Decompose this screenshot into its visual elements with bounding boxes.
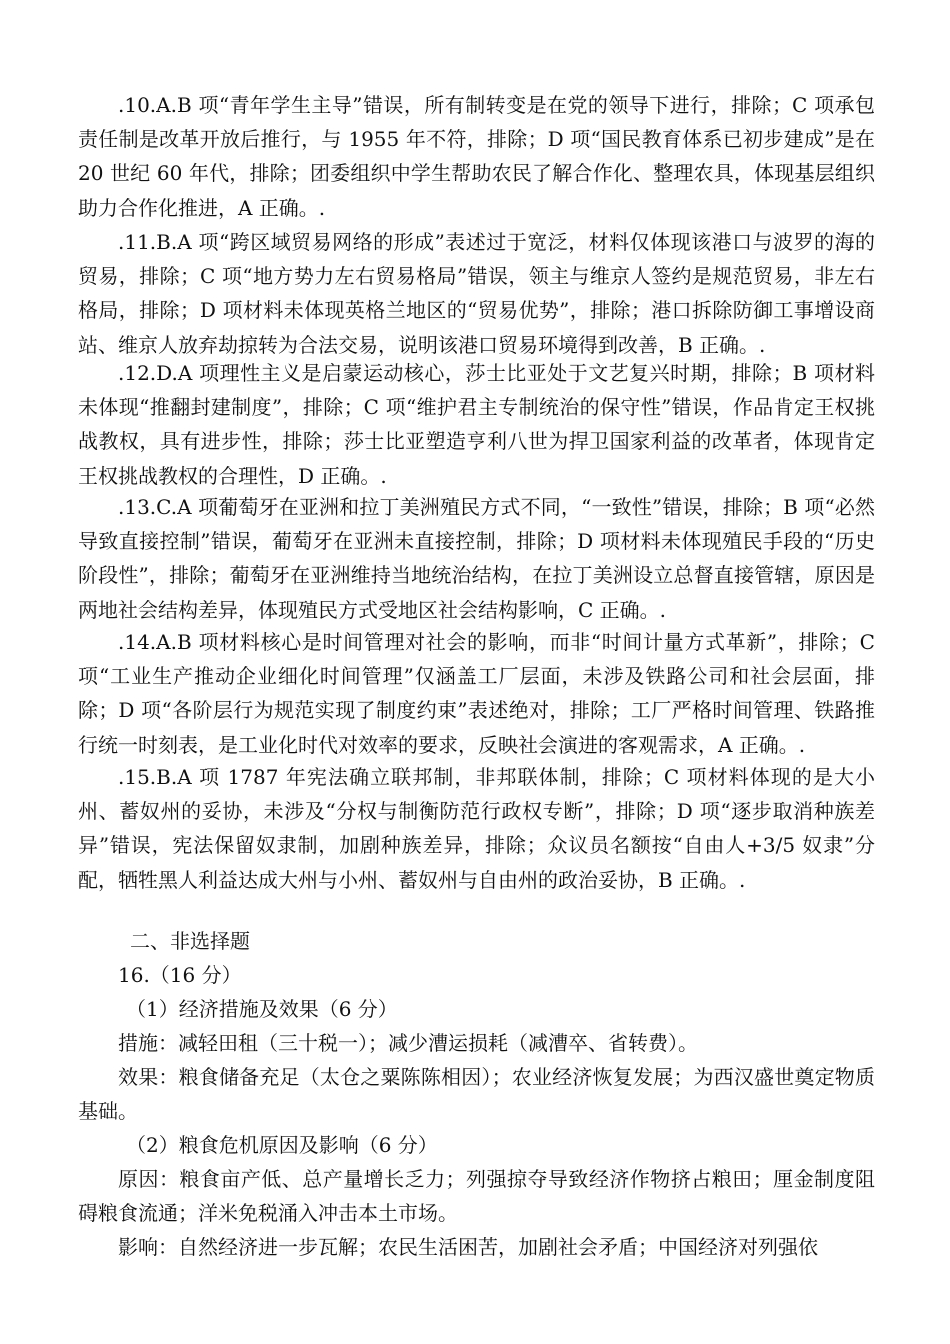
part2-impact: 影响：自然经济进一步瓦解；农民生活困苦，加剧社会矛盾；中国经济对列强依 bbox=[118, 1235, 818, 1259]
part2-title: （2）粮食危机原因及影响（6 分） bbox=[126, 1133, 438, 1157]
answer-10: .10.A.B 项“青年学生主导”错误，所有制转变是在党的领导下进行，排除；C 项承包责任制是改革开放后推行，与 1955 年不符，排除；D 项“国民教育体系已初步建成”是在 20 世纪 60 年代，排除；团委组织中学生帮助农民了解合作化、整理农具，体现基层组织助力合作化推进，A 正确。. bbox=[78, 93, 875, 220]
part2-causes: 原因：粮食亩产低、总产量增长乏力；列强掠夺导致经济作物挤占粮田；厘金制度阻碍粮食流通；洋米免税涌入冲击本土市场。 bbox=[78, 1167, 875, 1226]
section-heading: 二、非选择题 bbox=[130, 929, 250, 953]
part1-title: （1）经济措施及效果（6 分） bbox=[126, 997, 398, 1021]
answer-12: .12.D.A 项理性主义是启蒙运动核心，莎士比亚处于文艺复兴时期，排除；B 项材料未体现“推翻封建制度”，排除；C 项“维护君主专制统治的保守性”错误，作品肯定王权挑战教权，具有进步性，排除；莎士比亚塑造亨利八世为捍卫国家利益的改革者，体现肯定王权挑战教权的合理性，D 正确。. bbox=[78, 361, 875, 488]
answer-13: .13.C.A 项葡萄牙在亚洲和拉丁美洲殖民方式不同，“一致性”错误，排除；B 项“必然导致直接控制”错误，葡萄牙在亚洲未直接控制，排除；D 项材料未体现殖民手段的“历史阶段性”，排除；葡萄牙在亚洲维持当地统治结构，在拉丁美洲设立总督直接管辖，原因是两地社会结构差异，体现殖民方式受地区社会结构影响，C 正确。. bbox=[78, 495, 875, 622]
part1-effects: 效果：粮食储备充足（太仓之粟陈陈相因）；农业经济恢复发展；为西汉盛世奠定物质基础。 bbox=[78, 1065, 875, 1124]
question-number: 16.（16 分） bbox=[118, 963, 242, 987]
answer-14: .14.A.B 项材料核心是时间管理对社会的影响，而非“时间计量方式革新”，排除；C 项“工业生产推动企业细化时间管理”仅涵盖工厂层面，未涉及铁路公司和社会层面，排除；D 项“各阶层行为规范实现了制度约束”表述绝对，排除；工厂严格时间管理、铁路推行统一时刻表，是工业化时代对效率的要求，反映社会演进的客观需求，A 正确。. bbox=[78, 630, 875, 757]
part1-measures: 措施：减轻田租（三十税一）；减少漕运损耗（减漕卒、省转费）。 bbox=[118, 1031, 698, 1055]
answer-15: .15.B.A 项 1787 年宪法确立联邦制，非邦联体制，排除；C 项材料体现的是大小州、蓄奴州的妥协，未涉及“分权与制衡防范行政权专断”，排除；D 项“逐步取消种族差异”错误，宪法保留奴隶制，加剧种族差异，排除；众议员名额按“自由人+3/5 奴隶”分配，牺牲黑人利益达成大州与小州、蓄奴州与自由州的政治妥协，B 正确。. bbox=[78, 765, 875, 892]
answer-11: .11.B.A 项“跨区域贸易网络的形成”表述过于宽泛，材料仅体现该港口与波罗的海的贸易，排除；C 项“地方势力左右贸易格局”错误，领主与维京人签约是规范贸易，非左右格局，排除；D 项材料未体现英格兰地区的“贸易优势”，排除；港口拆除防御工事增设商站、维京人放弃劫掠转为合法交易，说明该港口贸易环境得到改善，B 正确。. bbox=[78, 230, 875, 357]
